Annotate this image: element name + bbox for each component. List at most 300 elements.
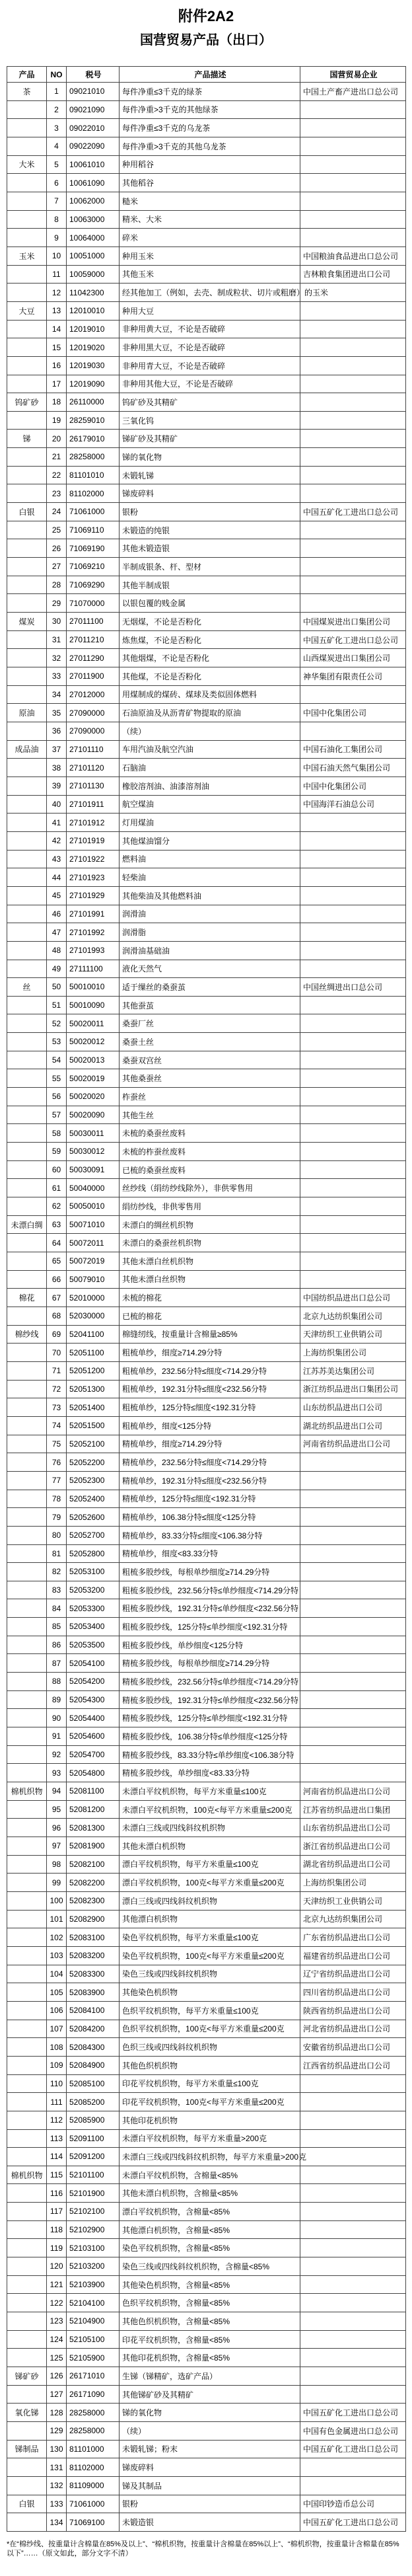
no-cell: 114 (47, 2148, 67, 2166)
table-row (7, 1453, 406, 1472)
enterprise-cell (300, 1069, 406, 1088)
enterprise-cell (300, 467, 406, 485)
table-row (7, 211, 406, 229)
table-row (7, 1801, 406, 1819)
enterprise-cell (300, 2257, 406, 2276)
table-row (7, 412, 406, 430)
product-cell: 棉机织物 (7, 2166, 47, 2185)
tariff-cell: 52054600 (67, 1727, 120, 1746)
product-cell (7, 1161, 47, 1180)
tariff-cell: 52084200 (67, 2020, 120, 2039)
product-cell (7, 119, 47, 137)
table-row (7, 1581, 406, 1600)
description-cell: 粗梳单纱，细度<125分特 (120, 1417, 300, 1435)
table-row (7, 1069, 406, 1088)
table-row (7, 613, 406, 631)
no-cell: 131 (47, 2458, 67, 2477)
tariff-cell: 50020012 (67, 1033, 120, 1051)
description-cell: 染色平纹机织物，含棉量<85% (120, 2239, 300, 2257)
enterprise-cell (300, 1143, 406, 1161)
table-row (7, 430, 406, 448)
tariff-cell: 52054200 (67, 1673, 120, 1691)
description-cell: 其他蚕茧 (120, 997, 300, 1015)
description-cell: 轻柴油 (120, 868, 300, 887)
description-cell: 精梳单纱，192.31分特≤细度<232.56分特 (120, 1472, 300, 1490)
table-row (7, 704, 406, 722)
description-cell: 生锑（锑精矿，选矿产品） (120, 2367, 300, 2386)
no-cell: 73 (47, 1398, 67, 1417)
description-cell: 每件净重>3千克的其他乌龙茶 (120, 137, 300, 156)
enterprise-cell (300, 430, 406, 448)
enterprise-cell: 中国五矿化工进出口总公司 (300, 2441, 406, 2459)
table-row (7, 1234, 406, 1252)
no-cell: 119 (47, 2239, 67, 2257)
no-cell: 30 (47, 613, 67, 631)
enterprise-cell (300, 393, 406, 412)
tariff-cell: 10061090 (67, 174, 120, 192)
enterprise-cell (300, 1746, 406, 1764)
description-cell: 润滑油基础油 (120, 942, 300, 960)
no-cell: 107 (47, 2020, 67, 2039)
no-cell: 122 (47, 2294, 67, 2312)
enterprise-cell: 江苏省纺织品进出口集团 (300, 1801, 406, 1819)
product-cell (7, 484, 47, 503)
no-cell: 57 (47, 1106, 67, 1125)
description-cell: 其他漂白机织物，含棉量<85% (120, 2221, 300, 2240)
tariff-cell: 50020011 (67, 1014, 120, 1033)
tariff-cell: 52054800 (67, 1764, 120, 1782)
enterprise-cell: 北京九达纺织集团公司 (300, 1307, 406, 1326)
tariff-cell: 10063000 (67, 211, 120, 229)
table-row (7, 1911, 406, 1929)
tariff-cell: 12019030 (67, 357, 120, 375)
no-cell: 120 (47, 2257, 67, 2276)
description-cell: 精梳多股纱线，106.38分特≤单纱细度<125分特 (120, 1727, 300, 1746)
description-cell: 印花平纹机织物，每平方米重量≤100克 (120, 2075, 300, 2094)
tariff-cell: 12019020 (67, 338, 120, 357)
no-cell: 2 (47, 101, 67, 120)
tariff-cell: 52091100 (67, 2130, 120, 2148)
no-cell: 117 (47, 2203, 67, 2221)
table-row (7, 1764, 406, 1782)
table-row (7, 192, 406, 211)
description-cell: 炼焦煤，不论是否粉化 (120, 631, 300, 650)
product-cell (7, 1307, 47, 1326)
table-row (7, 1508, 406, 1527)
no-cell: 49 (47, 960, 67, 979)
description-cell: 锑的氧化物 (120, 2404, 300, 2422)
table-row (7, 1727, 406, 1746)
tariff-cell: 52105900 (67, 2349, 120, 2367)
tariff-cell: 52053300 (67, 1599, 120, 1618)
table-row (7, 247, 406, 266)
no-cell: 60 (47, 1161, 67, 1180)
enterprise-cell (300, 1654, 406, 1673)
no-cell: 43 (47, 851, 67, 869)
product-cell (7, 1764, 47, 1782)
table-row (7, 1856, 406, 1874)
enterprise-cell (300, 1088, 406, 1106)
table-row (7, 2239, 406, 2257)
tariff-cell: 52101900 (67, 2184, 120, 2203)
tariff-cell: 52051100 (67, 1344, 120, 1362)
table-row (7, 2349, 406, 2367)
enterprise-cell (300, 521, 406, 540)
table-row (7, 1381, 406, 1399)
table-row (7, 1599, 406, 1618)
product-cell (7, 1819, 47, 1837)
enterprise-cell: 吉林粮食集团进出口公司 (300, 266, 406, 284)
enterprise-cell (300, 2276, 406, 2294)
table-row (7, 667, 406, 686)
product-cell: 未漂白绸 (7, 1216, 47, 1234)
table-row (7, 2441, 406, 2459)
tariff-cell: 52052100 (67, 1435, 120, 1454)
table-row (7, 229, 406, 247)
enterprise-cell: 天津纺织工业供销公司 (300, 1892, 406, 1911)
product-cell (7, 1691, 47, 1710)
description-cell: 无烟煤，不论是否粉化 (120, 613, 300, 631)
description-cell: 桑蚕土丝 (120, 1033, 300, 1051)
no-cell: 75 (47, 1435, 67, 1454)
tariff-cell: 50010010 (67, 978, 120, 997)
table-row (7, 137, 406, 156)
product-cell: 大米 (7, 156, 47, 174)
description-cell: 染色三线或四线斜纹机织物，含棉量<85% (120, 2257, 300, 2276)
enterprise-cell (300, 192, 406, 211)
no-cell: 65 (47, 1252, 67, 1271)
tariff-cell: 81102000 (67, 484, 120, 503)
table-row (7, 467, 406, 485)
description-cell: 适于缫丝的桑蚕茧 (120, 978, 300, 997)
tariff-cell: 27101130 (67, 777, 120, 796)
tariff-cell: 52053100 (67, 1563, 120, 1581)
tariff-cell: 27101929 (67, 887, 120, 905)
table-row (7, 2367, 406, 2386)
no-cell: 64 (47, 1234, 67, 1252)
table-row (7, 722, 406, 741)
description-cell: 粗梳单纱，125分特≤细度<192.31分特 (120, 1398, 300, 1417)
no-cell: 123 (47, 2312, 67, 2331)
no-cell: 93 (47, 1764, 67, 1782)
description-cell: 漂白平纹机织物，100克<每平方米重量≤200克 (120, 1874, 300, 1892)
description-cell: 精梳多股纱线，单纱细度<83.33分特 (120, 1764, 300, 1782)
table-row (7, 338, 406, 357)
no-cell: 103 (47, 1947, 67, 1965)
no-cell: 85 (47, 1618, 67, 1636)
tariff-cell: 50020013 (67, 1051, 120, 1070)
no-cell: 29 (47, 594, 67, 613)
enterprise-cell (300, 923, 406, 942)
enterprise-cell (300, 2312, 406, 2331)
no-cell: 78 (47, 1490, 67, 1509)
product-cell (7, 594, 47, 613)
enterprise-cell: 天津纺织工业供销公司 (300, 1326, 406, 1344)
description-cell: 液化天然气 (120, 960, 300, 979)
table-row (7, 1545, 406, 1564)
product-cell: 锑制品 (7, 2441, 47, 2459)
no-cell: 16 (47, 357, 67, 375)
enterprise-cell (300, 229, 406, 247)
tariff-cell: 52052800 (67, 1545, 120, 1564)
enterprise-cell (300, 1161, 406, 1180)
enterprise-cell (300, 1545, 406, 1564)
tariff-cell: 52051200 (67, 1362, 120, 1381)
tariff-cell: 27011900 (67, 667, 120, 686)
description-cell: 精梳单纱，232.56分特≤细度<714.29分特 (120, 1453, 300, 1472)
enterprise-cell: 中国丝绸进出口总公司 (300, 978, 406, 997)
table-row (7, 594, 406, 613)
product-cell (7, 1069, 47, 1088)
no-cell: 133 (47, 2495, 67, 2514)
tariff-cell: 12019090 (67, 375, 120, 394)
description-cell: 未漂白平纹机织物，含棉量<85% (120, 2166, 300, 2185)
table-row (7, 832, 406, 851)
table-row (7, 1874, 406, 1892)
enterprise-cell: 河南省纺织品进出口公司 (300, 1435, 406, 1454)
no-cell: 35 (47, 704, 67, 722)
tariff-cell: 52052700 (67, 1527, 120, 1545)
tariff-cell: 50030091 (67, 1161, 120, 1180)
enterprise-cell (300, 2386, 406, 2404)
description-cell: 燃料油 (120, 851, 300, 869)
description-cell: 石脑油 (120, 759, 300, 777)
product-cell (7, 1947, 47, 1965)
tariff-cell: 27101912 (67, 814, 120, 832)
product-cell: 棉纱线 (7, 1326, 47, 1344)
no-cell: 20 (47, 430, 67, 448)
product-cell (7, 448, 47, 467)
description-cell: 精梳多股纱线，232.56分特≤单纱细度<714.29分特 (120, 1673, 300, 1691)
tariff-cell: 11042300 (67, 284, 120, 302)
no-cell: 21 (47, 448, 67, 467)
tariff-cell: 27101923 (67, 868, 120, 887)
table-row (7, 1819, 406, 1837)
no-cell: 113 (47, 2130, 67, 2148)
product-cell (7, 1271, 47, 1289)
enterprise-cell (300, 1599, 406, 1618)
table-row (7, 2184, 406, 2203)
description-cell: 其他色织机织物，含棉量<85% (120, 2312, 300, 2331)
product-cell: 钨矿砂 (7, 393, 47, 412)
enterprise-cell: 湖北纺织品进出口公司 (300, 1417, 406, 1435)
enterprise-cell (300, 375, 406, 394)
enterprise-cell (300, 1764, 406, 1782)
table-row (7, 2312, 406, 2331)
enterprise-cell (300, 2184, 406, 2203)
description-cell: 桑蚕双宫丝 (120, 1051, 300, 1070)
table-row (7, 1490, 406, 1509)
product-cell (7, 2057, 47, 2075)
table-row (7, 2458, 406, 2477)
tariff-cell: 28258000 (67, 2422, 120, 2441)
tariff-cell: 27101922 (67, 851, 120, 869)
description-cell: 润滑脂 (120, 923, 300, 942)
no-cell: 51 (47, 997, 67, 1015)
enterprise-cell (300, 2458, 406, 2477)
description-cell: 未锻造银 (120, 2513, 300, 2532)
table-row (7, 1252, 406, 1271)
product-cell (7, 2386, 47, 2404)
product-cell (7, 2148, 47, 2166)
table-body (7, 83, 406, 2532)
product-cell (7, 338, 47, 357)
description-cell: 已梳的桑蚕丝废料 (120, 1161, 300, 1180)
table-row (7, 2257, 406, 2276)
table-row (7, 2294, 406, 2312)
table-row (7, 887, 406, 905)
enterprise-cell (300, 1106, 406, 1125)
tariff-cell: 52053500 (67, 1636, 120, 1655)
tariff-cell: 81101000 (67, 2441, 120, 2459)
enterprise-cell (300, 1563, 406, 1581)
product-cell: 丝 (7, 978, 47, 997)
no-cell: 55 (47, 1069, 67, 1088)
enterprise-cell: 江苏苏美达集团公司 (300, 1362, 406, 1381)
no-cell: 89 (47, 1691, 67, 1710)
tariff-cell: 09021090 (67, 101, 120, 120)
no-cell: 56 (47, 1088, 67, 1106)
no-cell: 5 (47, 156, 67, 174)
description-cell: 粗梳多股纱线，232.56分特≤单纱细度<714.29分特 (120, 1581, 300, 1600)
tariff-cell: 52051500 (67, 1417, 120, 1435)
enterprise-cell (300, 576, 406, 595)
no-cell: 110 (47, 2075, 67, 2094)
product-cell (7, 1965, 47, 1984)
product-cell (7, 1983, 47, 2002)
tariff-cell: 52083100 (67, 1928, 120, 1947)
description-cell: （续） (120, 722, 300, 741)
description-cell: 粗梳多股纱线，每根单纱细度≥714.29分特 (120, 1563, 300, 1581)
enterprise-cell (300, 211, 406, 229)
tariff-cell: 52082100 (67, 1856, 120, 1874)
product-cell (7, 1106, 47, 1125)
description-cell: 精梳单纱，106.38分特≤细度<125分特 (120, 1508, 300, 1527)
tariff-cell: 09022090 (67, 137, 120, 156)
product-cell (7, 2294, 47, 2312)
no-cell: 47 (47, 923, 67, 942)
tariff-cell: 81109000 (67, 2477, 120, 2495)
enterprise-cell (300, 1691, 406, 1710)
tariff-cell: 52104100 (67, 2294, 120, 2312)
no-cell: 112 (47, 2111, 67, 2130)
no-cell: 70 (47, 1344, 67, 1362)
table-row (7, 1435, 406, 1454)
table-row (7, 1691, 406, 1710)
enterprise-cell (300, 101, 406, 120)
tariff-cell: 71069100 (67, 2513, 120, 2532)
product-cell (7, 1088, 47, 1106)
tariff-cell: 50050010 (67, 1197, 120, 1216)
enterprise-cell (300, 302, 406, 321)
table-row (7, 1307, 406, 1326)
description-cell: 未漂白平纹机织物，100克<每平方米重量≤200克 (120, 1801, 300, 1819)
enterprise-cell: 安徽省纺织品进出口公司 (300, 2038, 406, 2057)
no-cell: 27 (47, 558, 67, 576)
description-cell: 其他煤油馏分 (120, 832, 300, 851)
product-cell (7, 375, 47, 394)
header-tariff: 税号 (67, 67, 120, 83)
table-row (7, 1673, 406, 1691)
tariff-cell: 27012000 (67, 686, 120, 704)
tariff-cell: 27011210 (67, 631, 120, 650)
enterprise-cell (300, 412, 406, 430)
no-cell: 4 (47, 137, 67, 156)
description-cell: 未漂白三线或四线斜纹机织物 (120, 1819, 300, 1837)
enterprise-cell: 浙江纺织品进出口集团公司 (300, 1381, 406, 1399)
table-row (7, 2111, 406, 2130)
description-cell: 色织三线或四线斜纹机织物 (120, 2038, 300, 2057)
product-cell: 棉花 (7, 1289, 47, 1307)
description-cell: 非种用青大豆，不论是否破碎 (120, 357, 300, 375)
tariff-cell: 28258000 (67, 448, 120, 467)
tariff-cell: 52103900 (67, 2276, 120, 2294)
table-row (7, 1179, 406, 1197)
product-cell: 白银 (7, 2495, 47, 2514)
tariff-cell: 52102100 (67, 2203, 120, 2221)
no-cell: 98 (47, 1856, 67, 1874)
product-cell (7, 211, 47, 229)
tariff-cell: 52083200 (67, 1947, 120, 1965)
tariff-cell: 27101911 (67, 796, 120, 814)
enterprise-cell (300, 1051, 406, 1070)
enterprise-cell (300, 1581, 406, 1600)
tariff-cell: 52103100 (67, 2239, 120, 2257)
description-cell: 色织平纹机织物，每平方米重量≤100克 (120, 2002, 300, 2020)
description-cell: 其他色织机织物 (120, 2057, 300, 2075)
no-cell: 130 (47, 2441, 67, 2459)
no-cell: 121 (47, 2276, 67, 2294)
table-row (7, 997, 406, 1015)
table-row (7, 631, 406, 650)
no-cell: 108 (47, 2038, 67, 2057)
table-row (7, 1417, 406, 1435)
enterprise-cell (300, 539, 406, 558)
no-cell: 83 (47, 1581, 67, 1600)
description-cell: 碎米 (120, 229, 300, 247)
no-cell: 95 (47, 1801, 67, 1819)
description-cell: 其他染色机织物 (120, 1983, 300, 2002)
product-cell (7, 1508, 47, 1527)
no-cell: 62 (47, 1197, 67, 1216)
no-cell: 28 (47, 576, 67, 595)
no-cell: 126 (47, 2367, 67, 2386)
no-cell: 79 (47, 1508, 67, 1527)
table-row (7, 521, 406, 540)
tariff-cell: 50072019 (67, 1252, 120, 1271)
description-cell: 其他未锻造银 (120, 539, 300, 558)
table-row (7, 741, 406, 759)
enterprise-cell (300, 686, 406, 704)
enterprise-cell: 江西省纺织品进出口公司 (300, 2057, 406, 2075)
table-row (7, 759, 406, 777)
table-row (7, 1106, 406, 1125)
description-cell: 精梳单纱，125分特≤细度<192.31分特 (120, 1490, 300, 1509)
table-row (7, 1928, 406, 1947)
enterprise-cell: 四川省纺织品进出口公司 (300, 1983, 406, 2002)
product-cell (7, 229, 47, 247)
tariff-cell: 27011290 (67, 649, 120, 667)
product-cell (7, 686, 47, 704)
no-cell: 97 (47, 1837, 67, 1856)
no-cell: 74 (47, 1417, 67, 1435)
table-row (7, 2130, 406, 2148)
tariff-cell: 27101919 (67, 832, 120, 851)
enterprise-cell (300, 2221, 406, 2240)
description-cell: 用煤制成的煤砖、煤球及类似固体燃料 (120, 686, 300, 704)
table-row (7, 284, 406, 302)
description-cell: 已梳的棉花 (120, 1307, 300, 1326)
